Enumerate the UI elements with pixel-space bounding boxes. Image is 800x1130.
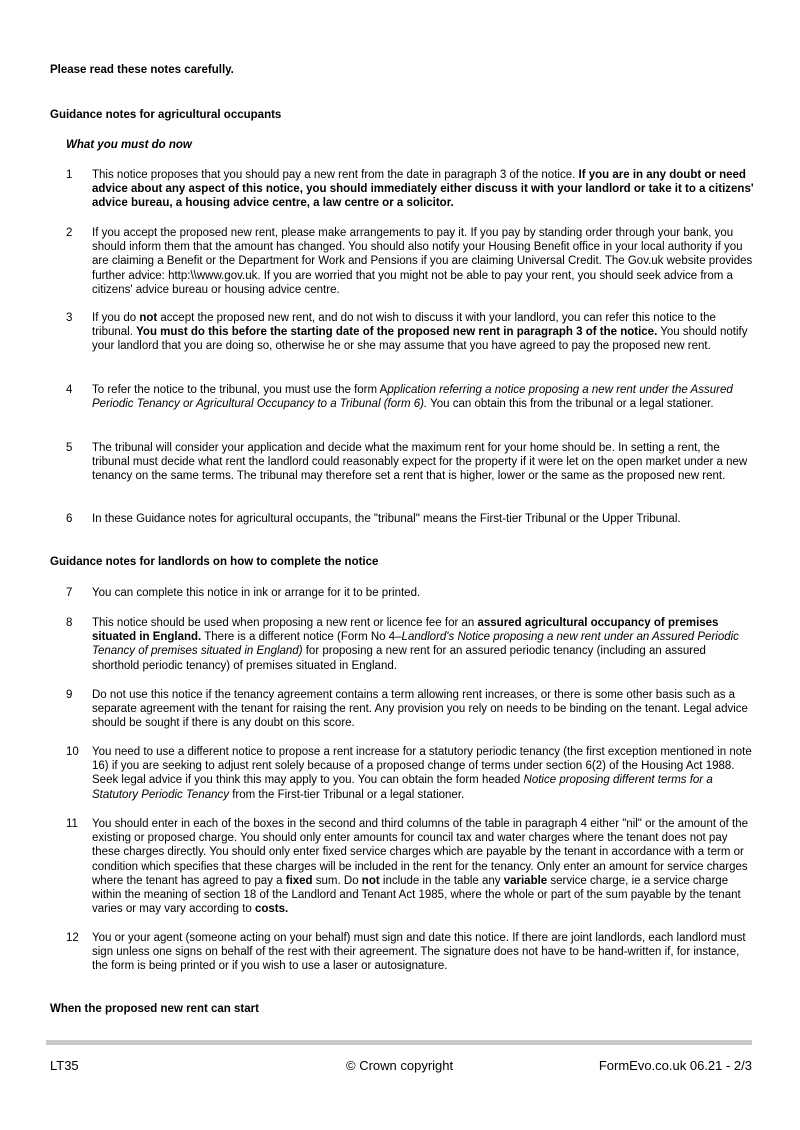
footer-divider xyxy=(46,1040,752,1045)
note-number: 3 xyxy=(66,312,73,324)
note-item xyxy=(66,586,756,600)
note-text: To refer the notice to the tribunal, you must use the form Application referring a notice proposing a new rent under the Assured Periodic Tenancy or Agricultural Occupancy to a Tribunal (form 6). You can obtain this from the tribunal or a legal stationer. xyxy=(92,384,733,411)
footer-copyright: © Crown copyright xyxy=(346,1058,454,1073)
note-number: 5 xyxy=(66,442,73,454)
note-text: You can complete this notice in ink or arrange for it to be printed. xyxy=(92,587,421,599)
subheading-what-to-do: What you must do now xyxy=(66,139,192,151)
note-text: In these Guidance notes for agricultural occupants, the "tribunal" means the First-tier Tribunal or the Upper Tribunal. xyxy=(92,513,681,525)
note-number: 4 xyxy=(66,384,73,396)
note-text: Do not use this notice if the tenancy agreement contains a term allowing rent increases, or there is some other basis such as a separate agreement with the tenant for raising the rent. Any provision you rely on needs to be binding on the tenant. Legal advice should be sought if there is any doubt on this score. xyxy=(92,689,748,730)
footer-form-code: LT35 xyxy=(50,1058,79,1073)
intro-note: Please read these notes carefully. xyxy=(50,64,234,76)
note-item xyxy=(66,817,756,916)
note-text: You should enter in each of the boxes in the second and third columns of the table in paragraph 4 either "nil" or the amount of the existing or proposed charge. You should only enter amounts for council tax and water charges where the tenant does not pay these charges directly. You should only enter fixed service charges which are payable by the tenant in accordance with a term or condition which specifies that these charges will be included in the rent for the tenancy. Only enter an amount for service charges where the tenant has agreed to pay a fixed sum. Do not include in the table any variable service charge, ie a service charge within the meaning of section 18 of the Landlord and Tenant Act 1985, where the whole or part of the sum payable by the tenant varies or may vary according to costs. xyxy=(92,818,749,916)
note-item xyxy=(66,688,756,731)
note-text: You or your agent (someone acting on your behalf) must sign and date this notice. If there are joint landlords, each landlord must sign unless one signs on behalf of the rest with their agreement. The signature does not have to be hand-written if, for instance, the form is being printed or if you wish to use a laser or autosignature. xyxy=(92,932,746,973)
note-item xyxy=(66,168,756,211)
note-item xyxy=(66,226,756,297)
note-text: The tribunal will consider your application and decide what the maximum rent for your home should be. In setting a rent, the tribunal must decide what rent the landlord could reasonably expect for the property if it were let on the open market under a new tenancy on the same terms. The tribunal may therefore set a rent that is higher, lower or the same as the proposed new rent. xyxy=(92,442,748,483)
note-item xyxy=(66,616,756,673)
note-text: You need to use a different notice to propose a rent increase for a statutory periodic tenancy (the first exception mentioned in note 16) if you are seeking to adjust rent solely because of a proposed change of terms under section 6(2) of the Housing Act 1988. Seek legal advice if you think this may apply to you. You can obtain the form headed Notice proposing different terms for a Statutory Periodic Tenancy from the First-tier Tribunal or a legal stationer. xyxy=(92,746,752,801)
note-number: 7 xyxy=(66,587,73,599)
note-number: 11 xyxy=(66,818,78,830)
note-item xyxy=(66,931,756,974)
note-text: If you accept the proposed new rent, please make arrangements to pay it. If you pay by standing order through your bank, you should inform them that the amount has changed. You should also notify your Housing Benefit office in your local authority if you are claiming a Benefit or the Department for Work and Pensions if you are claiming Universal Credit. The Gov.uk website provides further advice: http:\\www.gov.uk. If you are worried that you might not be able to pay your rent, you should seek advice from a citizens' advice bureau or housing advice centre. xyxy=(92,227,753,296)
note-number: 6 xyxy=(66,513,73,525)
note-text: This notice should be used when proposing a new rent or licence fee for an assured agricultural occupancy of premises situated in England. There is a different notice (Form No 4–Landlord's Notice proposing a new rent under an Assured Periodic Tenancy of premises situated in England) for proposing a new rent for an assured periodic tenancy (including an assured shorthold periodic tenancy) of premises situated in England. xyxy=(92,617,739,672)
section-heading-rent-start: When the proposed new rent can start xyxy=(50,1003,259,1015)
note-item xyxy=(66,311,756,354)
note-number: 1 xyxy=(66,169,73,181)
section-heading-landlords: Guidance notes for landlords on how to complete the notice xyxy=(50,556,379,568)
note-item xyxy=(66,383,756,411)
note-text: This notice proposes that you should pay a new rent from the date in paragraph 3 of the notice. If you are in any doubt or need advice about any aspect of this notice, you should immediately either discuss it with your landlord or take it to a citizens' advice bureau, a housing advice centre, a law centre or a solicitor. xyxy=(92,169,754,210)
note-item xyxy=(66,512,756,526)
note-text: If you do not accept the proposed new rent, and do not wish to discuss it with your landlord, you can refer this notice to the tribunal. You must do this before the starting date of the proposed new rent in paragraph 3 of the notice. You should notify your landlord that you are doing so, otherwise he or she may assume that you have agreed to pay the proposed new rent. xyxy=(92,312,748,353)
note-number: 8 xyxy=(66,617,73,629)
footer-page-info: FormEvo.co.uk 06.21 - 2/3 xyxy=(598,1058,752,1073)
note-number: 2 xyxy=(66,227,73,239)
section-heading-occupants: Guidance notes for agricultural occupants xyxy=(50,109,282,121)
note-item xyxy=(66,441,756,484)
note-number: 12 xyxy=(66,932,79,944)
note-number: 10 xyxy=(66,746,79,758)
note-item xyxy=(66,745,756,802)
note-number: 9 xyxy=(66,689,73,701)
